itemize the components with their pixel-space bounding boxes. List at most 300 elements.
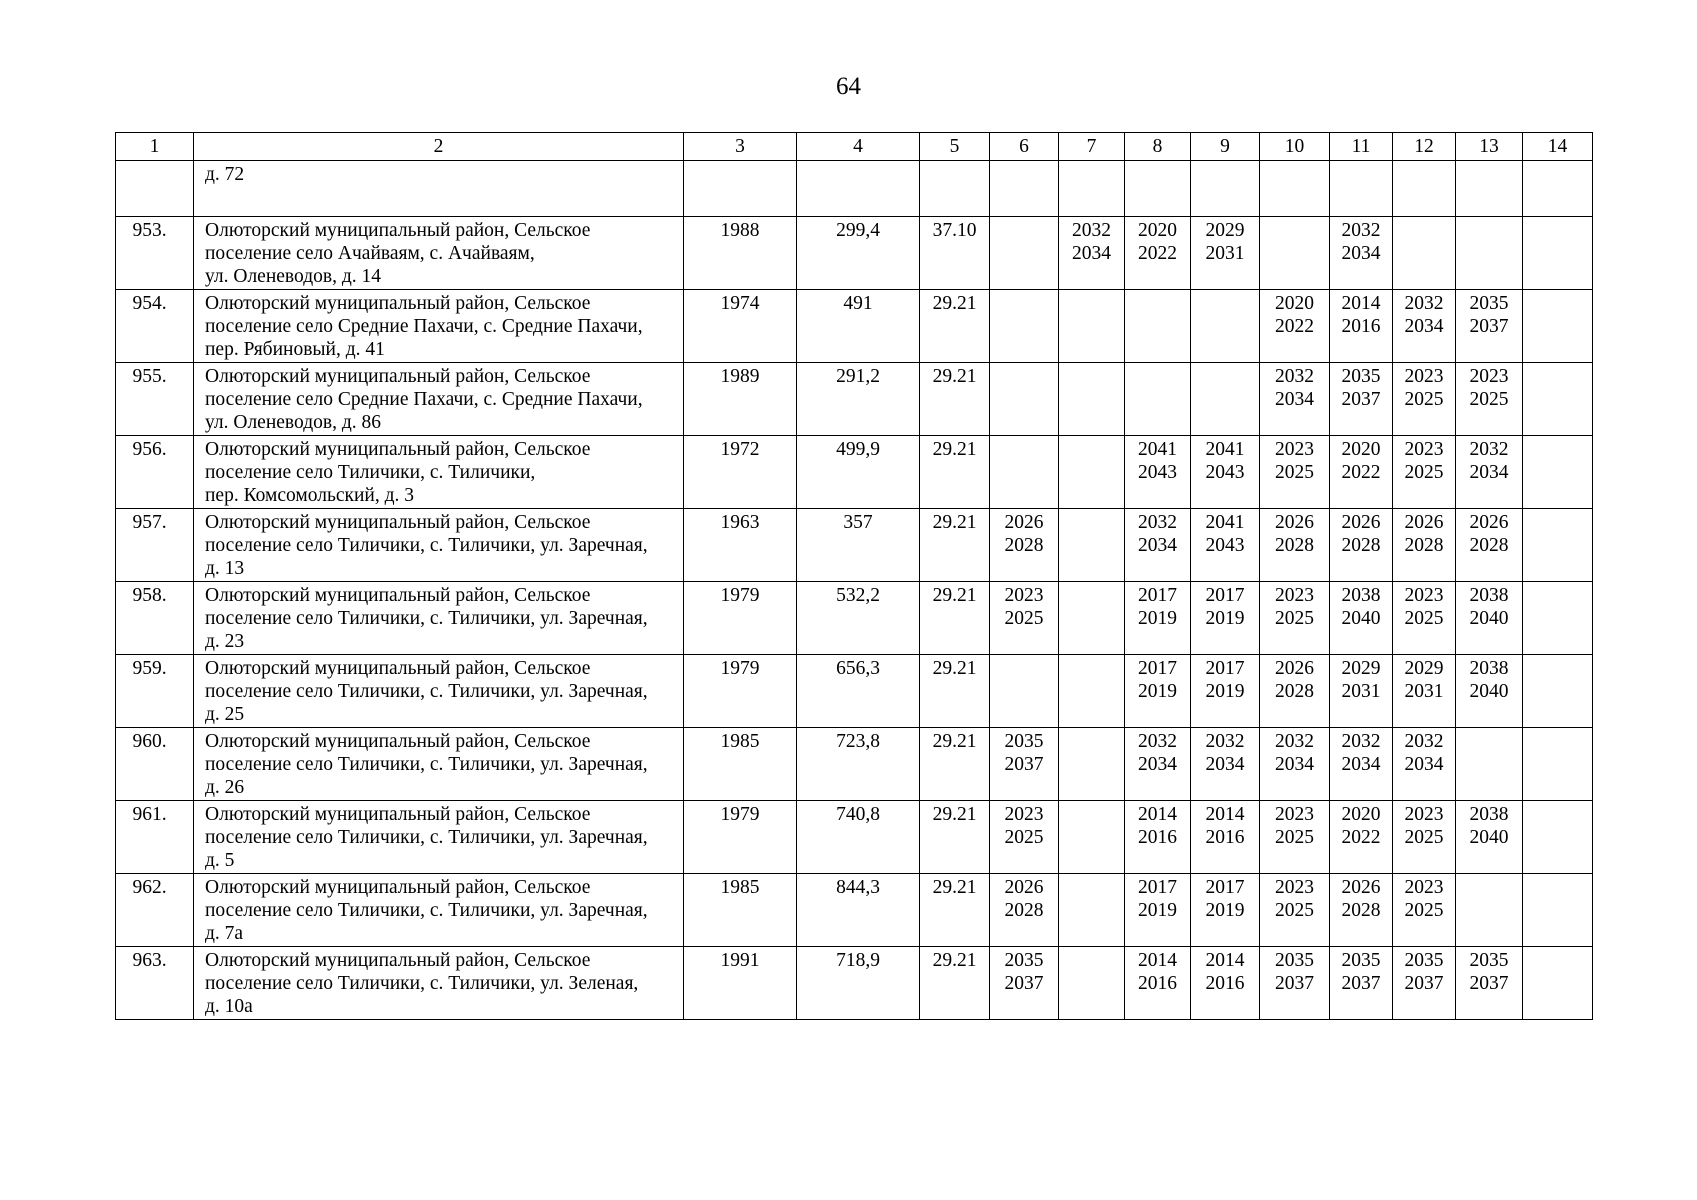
empty-cell [797,161,920,217]
cell-line: Олюторский муниципальный район, Сельское [205,366,591,387]
empty-cell [1523,161,1593,217]
period-cell-c10 [1260,290,1330,363]
column-header: 11 [1330,133,1393,161]
period-cell-c9 [1191,290,1260,363]
address-cell [194,801,684,874]
period-cell-c7 [1059,947,1125,1020]
cell-line: д. 7а [205,923,244,944]
period-cell-c11 [1330,217,1393,290]
cell-line: 2025 [1469,389,1509,410]
cell-line: 2041 [1205,512,1245,533]
period-cell-c13 [1456,655,1523,728]
cell-line: 2022 [1138,243,1177,264]
cell-line: 2016 [1205,827,1245,848]
year-cell: 1985 [684,874,797,947]
cell-line: 2040 [1469,827,1509,848]
empty-cell [1456,161,1523,217]
cell-line: 2043 [1205,535,1245,556]
cell-line: 2028 [1341,535,1381,556]
cell-line: 2040 [1469,681,1509,702]
period-cell-c8 [1125,217,1191,290]
area-cell: 532,2 [797,582,920,655]
cell-line: поселение село Средние Пахачи, с. Средние Пахачи, [205,316,643,337]
cell-line: 2028 [1275,681,1314,702]
cell-line: 2023 [1275,439,1314,460]
cell-line: поселение село Ачайваям, с. Ачайваям, [205,243,535,264]
address-cell [194,217,684,290]
cell-line: поселение село Тиличики, с. Тиличики, ул. Зеленая, [205,973,639,994]
cell-line: 2023 [1004,804,1044,825]
period-cell-c12 [1393,436,1456,509]
cell-line: 2023 [1275,877,1314,898]
period-cell-c13 [1456,728,1523,801]
empty-cell [1393,161,1456,217]
table-row [116,801,1593,874]
cell-line: 2017 [1205,877,1245,898]
cell-line: 2025 [1275,900,1314,921]
column-header: 2 [194,133,684,161]
period-cell-c10 [1260,436,1330,509]
cell-line: 2017 [1138,658,1177,679]
cell-line: д. 25 [205,704,245,725]
cell-line: 2025 [1275,608,1314,629]
address-cell [194,947,684,1020]
cell-line: Олюторский муниципальный район, Сельское [205,293,591,314]
cell-line: 2023 [1275,585,1314,606]
period-cell-c10 [1260,655,1330,728]
cell-line: 2026 [1469,512,1509,533]
table-row [116,436,1593,509]
cell-line: 2020 [1341,439,1381,460]
year-cell: 1963 [684,509,797,582]
area-cell: 499,9 [797,436,920,509]
cell-line: 2034 [1138,754,1177,775]
period-cell-c13 [1456,363,1523,436]
cell-line: Олюторский муниципальный район, Сельское [205,950,591,971]
year-cell: 1988 [684,217,797,290]
area-cell: 844,3 [797,874,920,947]
period-cell-c12 [1393,509,1456,582]
period-cell-c12 [1393,290,1456,363]
cell-line: 2014 [1341,293,1381,314]
period-cell-c7 [1059,290,1125,363]
row-number-cell: 955. [116,363,194,436]
period-cell-c14 [1523,655,1593,728]
column-header: 5 [920,133,990,161]
period-cell-c8 [1125,436,1191,509]
cell-line: 2031 [1341,681,1381,702]
cell-line: 2023 [1404,585,1444,606]
cell-line: 2038 [1469,585,1509,606]
period-cell-c7 [1059,801,1125,874]
cell-line: 2016 [1341,316,1381,337]
cell-line: 2025 [1275,827,1314,848]
cell-line: 2035 [1004,950,1044,971]
period-cell-c7 [1059,363,1125,436]
period-cell-c12 [1393,801,1456,874]
cell-line: 2032 [1275,366,1314,387]
period-cell-c12 [1393,728,1456,801]
period-cell-c14 [1523,947,1593,1020]
year-cell: 1972 [684,436,797,509]
column-header: 6 [990,133,1059,161]
code-cell: 29.21 [920,947,990,1020]
cell-line: 2032 [1341,220,1381,241]
area-cell: 740,8 [797,801,920,874]
table-row [116,363,1593,436]
cell-line: Олюторский муниципальный район, Сельское [205,658,591,679]
cell-line: 2031 [1404,681,1444,702]
period-cell-c14 [1523,728,1593,801]
cell-line: Олюторский муниципальный район, Сельское [205,877,591,898]
cell-line: 2035 [1341,366,1381,387]
cell-line: 2032 [1469,439,1509,460]
cell-line: 2034 [1072,243,1111,264]
cell-line: поселение село Средние Пахачи, с. Средние Пахачи, [205,389,643,410]
period-cell-c6 [990,874,1059,947]
period-cell-c14 [1523,509,1593,582]
cell-line: 2028 [1004,535,1044,556]
code-cell: 29.21 [920,509,990,582]
cell-line: 2029 [1205,220,1245,241]
cell-line: 2025 [1404,827,1444,848]
cell-line: 2035 [1275,950,1314,971]
year-cell: 1979 [684,582,797,655]
period-cell-c13 [1456,801,1523,874]
cell-line: Олюторский муниципальный район, Сельское [205,512,591,533]
period-cell-c14 [1523,363,1593,436]
cell-line: д. 23 [205,631,245,652]
cell-line: 2032 [1404,293,1444,314]
period-cell-c7 [1059,728,1125,801]
row-number-cell: 956. [116,436,194,509]
period-cell-c6 [990,801,1059,874]
cell-line: д. 13 [205,558,245,579]
address-cell [194,290,684,363]
cell-line: 2032 [1138,731,1177,752]
period-cell-c7 [1059,217,1125,290]
empty-cell [1260,161,1330,217]
period-cell-c7 [1059,509,1125,582]
period-cell-c10 [1260,217,1330,290]
code-cell: 29.21 [920,363,990,436]
period-cell-c6 [990,217,1059,290]
table-row [116,217,1593,290]
cell-line: 2037 [1275,973,1314,994]
period-cell-c11 [1330,801,1393,874]
empty-cell [1330,161,1393,217]
empty-cell [990,161,1059,217]
column-header: 3 [684,133,797,161]
period-cell-c11 [1330,363,1393,436]
cell-line: 2023 [1404,439,1444,460]
period-cell-c9 [1191,801,1260,874]
period-cell-c7 [1059,582,1125,655]
column-header: 10 [1260,133,1330,161]
column-header: 1 [116,133,194,161]
period-cell-c9 [1191,217,1260,290]
cell-line: поселение село Тиличики, с. Тиличики, ул. Заречная, [205,900,648,921]
cell-line: 2017 [1205,658,1245,679]
address-cell [194,655,684,728]
cell-line: поселение село Тиличики, с. Тиличики, ул. Заречная, [205,608,648,629]
period-cell-c11 [1330,947,1393,1020]
period-cell-c6 [990,509,1059,582]
cell-line: 2034 [1341,754,1381,775]
period-cell-c9 [1191,655,1260,728]
cell-line: пер. Рябиновый, д. 41 [205,339,385,360]
period-cell-c10 [1260,509,1330,582]
area-cell: 491 [797,290,920,363]
period-cell-c13 [1456,436,1523,509]
period-cell-c14 [1523,874,1593,947]
cell-line: 2026 [1004,512,1044,533]
cell-line: 2020 [1341,804,1381,825]
column-header: 8 [1125,133,1191,161]
continuation-row [116,161,1593,217]
period-cell-c6 [990,728,1059,801]
cell-line: 2016 [1205,973,1245,994]
cell-line: 2014 [1205,804,1245,825]
cell-line: 2034 [1205,754,1245,775]
cell-line: 2032 [1138,512,1177,533]
period-cell-c13 [1456,509,1523,582]
row-number-cell: 962. [116,874,194,947]
year-cell: 1989 [684,363,797,436]
cell-line: 2019 [1205,900,1245,921]
period-cell-c9 [1191,582,1260,655]
code-cell: 29.21 [920,728,990,801]
period-cell-c10 [1260,947,1330,1020]
column-header: 14 [1523,133,1593,161]
cell-line: 2023 [1004,585,1044,606]
year-cell: 1974 [684,290,797,363]
year-cell: 1979 [684,801,797,874]
cell-line: Олюторский муниципальный район, Сельское [205,804,591,825]
period-cell-c12 [1393,947,1456,1020]
period-cell-c11 [1330,582,1393,655]
cell-line: 2026 [1275,658,1314,679]
empty-cell [1191,161,1260,217]
cell-line: 2040 [1469,608,1509,629]
period-cell-c12 [1393,363,1456,436]
cell-line: 2035 [1469,950,1509,971]
period-cell-c9 [1191,509,1260,582]
period-cell-c10 [1260,874,1330,947]
cell-line: 2037 [1469,973,1509,994]
period-cell-c8 [1125,801,1191,874]
area-cell: 656,3 [797,655,920,728]
period-cell-c11 [1330,728,1393,801]
cell-line: 2019 [1205,608,1245,629]
cell-line: 2028 [1404,535,1444,556]
column-header: 12 [1393,133,1456,161]
cell-line: поселение село Тиличики, с. Тиличики, [205,462,536,483]
column-header: 13 [1456,133,1523,161]
cell-line: 2032 [1404,731,1444,752]
table-row [116,655,1593,728]
period-cell-c10 [1260,363,1330,436]
period-cell-c8 [1125,582,1191,655]
cell-line: 2029 [1341,658,1381,679]
cell-line: 2034 [1404,754,1444,775]
cell-line: 2038 [1341,585,1381,606]
cell-line: 2026 [1341,877,1381,898]
period-cell-c9 [1191,363,1260,436]
period-cell-c12 [1393,655,1456,728]
cell-line: 2028 [1341,900,1381,921]
period-cell-c11 [1330,509,1393,582]
cell-line: 2037 [1469,316,1509,337]
cell-line: 2014 [1138,804,1177,825]
cell-line: поселение село Тиличики, с. Тиличики, ул. Заречная, [205,535,648,556]
cell-line: 2038 [1469,804,1509,825]
period-cell-c7 [1059,655,1125,728]
period-cell-c13 [1456,947,1523,1020]
period-cell-c11 [1330,655,1393,728]
period-cell-c13 [1456,582,1523,655]
cell-line: 2035 [1341,950,1381,971]
cell-line: 2028 [1275,535,1314,556]
code-cell: 29.21 [920,582,990,655]
period-cell-c13 [1456,874,1523,947]
cell-line: 2041 [1138,439,1177,460]
cell-line: д. 72 [205,164,245,185]
address-cell [194,509,684,582]
cell-line: 2032 [1072,220,1111,241]
cell-line: Олюторский муниципальный район, Сельское [205,585,591,606]
cell-line: 2035 [1469,293,1509,314]
code-cell: 37.10 [920,217,990,290]
cell-line: 2025 [1275,462,1314,483]
column-header: 9 [1191,133,1260,161]
cell-line: 2023 [1404,877,1444,898]
period-cell-c6 [990,582,1059,655]
area-cell: 299,4 [797,217,920,290]
period-cell-c8 [1125,874,1191,947]
cell-line: 2025 [1004,827,1044,848]
period-cell-c9 [1191,947,1260,1020]
cell-line: 2025 [1404,900,1444,921]
year-cell: 1979 [684,655,797,728]
row-number-cell [116,161,194,217]
row-number-cell: 954. [116,290,194,363]
cell-line: поселение село Тиличики, с. Тиличики, ул. Заречная, [205,827,648,848]
cell-line: 2017 [1138,585,1177,606]
code-cell: 29.21 [920,874,990,947]
address-cell [194,874,684,947]
period-cell-c12 [1393,217,1456,290]
table-row [116,509,1593,582]
cell-line: 2035 [1404,950,1444,971]
cell-line: 2032 [1341,731,1381,752]
area-cell: 718,9 [797,947,920,1020]
cell-line: 2025 [1404,608,1444,629]
period-cell-c10 [1260,801,1330,874]
cell-line: 2037 [1341,389,1381,410]
period-cell-c8 [1125,728,1191,801]
code-cell: 29.21 [920,436,990,509]
period-cell-c11 [1330,290,1393,363]
period-cell-c8 [1125,947,1191,1020]
period-cell-c6 [990,436,1059,509]
period-cell-c11 [1330,874,1393,947]
cell-line: 2016 [1138,827,1177,848]
cell-line: 2019 [1205,681,1245,702]
cell-line: поселение село Тиличики, с. Тиличики, ул. Заречная, [205,754,648,775]
empty-cell [1059,161,1125,217]
period-cell-c7 [1059,874,1125,947]
period-cell-c13 [1456,290,1523,363]
cell-line: 2034 [1275,754,1314,775]
column-header: 4 [797,133,920,161]
cell-line: 2017 [1205,585,1245,606]
cell-line: 2041 [1205,439,1245,460]
cell-line: 2040 [1341,608,1381,629]
address-cell [194,363,684,436]
period-cell-c7 [1059,436,1125,509]
cell-line: 2022 [1341,462,1381,483]
building-repair-schedule-table [115,132,1593,1020]
cell-line: 2014 [1138,950,1177,971]
cell-line: 2043 [1205,462,1245,483]
period-cell-c9 [1191,874,1260,947]
cell-line: 2026 [1404,512,1444,533]
cell-line: 2025 [1004,608,1044,629]
cell-line: 2029 [1404,658,1444,679]
empty-cell [1125,161,1191,217]
cell-line: ул. Оленеводов, д. 86 [205,412,381,433]
cell-line: 2034 [1138,535,1177,556]
cell-line: д. 26 [205,777,245,798]
period-cell-c8 [1125,509,1191,582]
area-cell: 723,8 [797,728,920,801]
cell-line: 2017 [1138,877,1177,898]
row-number-cell: 961. [116,801,194,874]
row-number-cell: 960. [116,728,194,801]
cell-line: 2034 [1275,389,1314,410]
table-row [116,947,1593,1020]
cell-line: 2038 [1469,658,1509,679]
cell-line: 2026 [1341,512,1381,533]
cell-line: 2019 [1138,608,1177,629]
cell-line: 2032 [1205,731,1245,752]
code-cell: 29.21 [920,801,990,874]
cell-line: 2019 [1138,681,1177,702]
cell-line: 2034 [1341,243,1381,264]
period-cell-c14 [1523,436,1593,509]
cell-line: 2022 [1275,316,1314,337]
period-cell-c9 [1191,728,1260,801]
period-cell-c10 [1260,728,1330,801]
table-row [116,874,1593,947]
period-cell-c6 [990,290,1059,363]
cell-line: поселение село Тиличики, с. Тиличики, ул. Заречная, [205,681,648,702]
cell-line: Олюторский муниципальный район, Сельское [205,220,591,241]
cell-line: 2023 [1404,804,1444,825]
column-number-row [116,133,1593,161]
period-cell-c14 [1523,217,1593,290]
cell-line: д. 10а [205,996,253,1017]
cell-line: ул. Оленеводов, д. 14 [205,266,381,287]
cell-line: 2035 [1004,731,1044,752]
row-number-cell: 963. [116,947,194,1020]
cell-line: 2028 [1004,900,1044,921]
cell-line: пер. Комсомольский, д. 3 [205,485,415,506]
cell-line: 2037 [1404,973,1444,994]
period-cell-c13 [1456,217,1523,290]
column-header: 7 [1059,133,1125,161]
